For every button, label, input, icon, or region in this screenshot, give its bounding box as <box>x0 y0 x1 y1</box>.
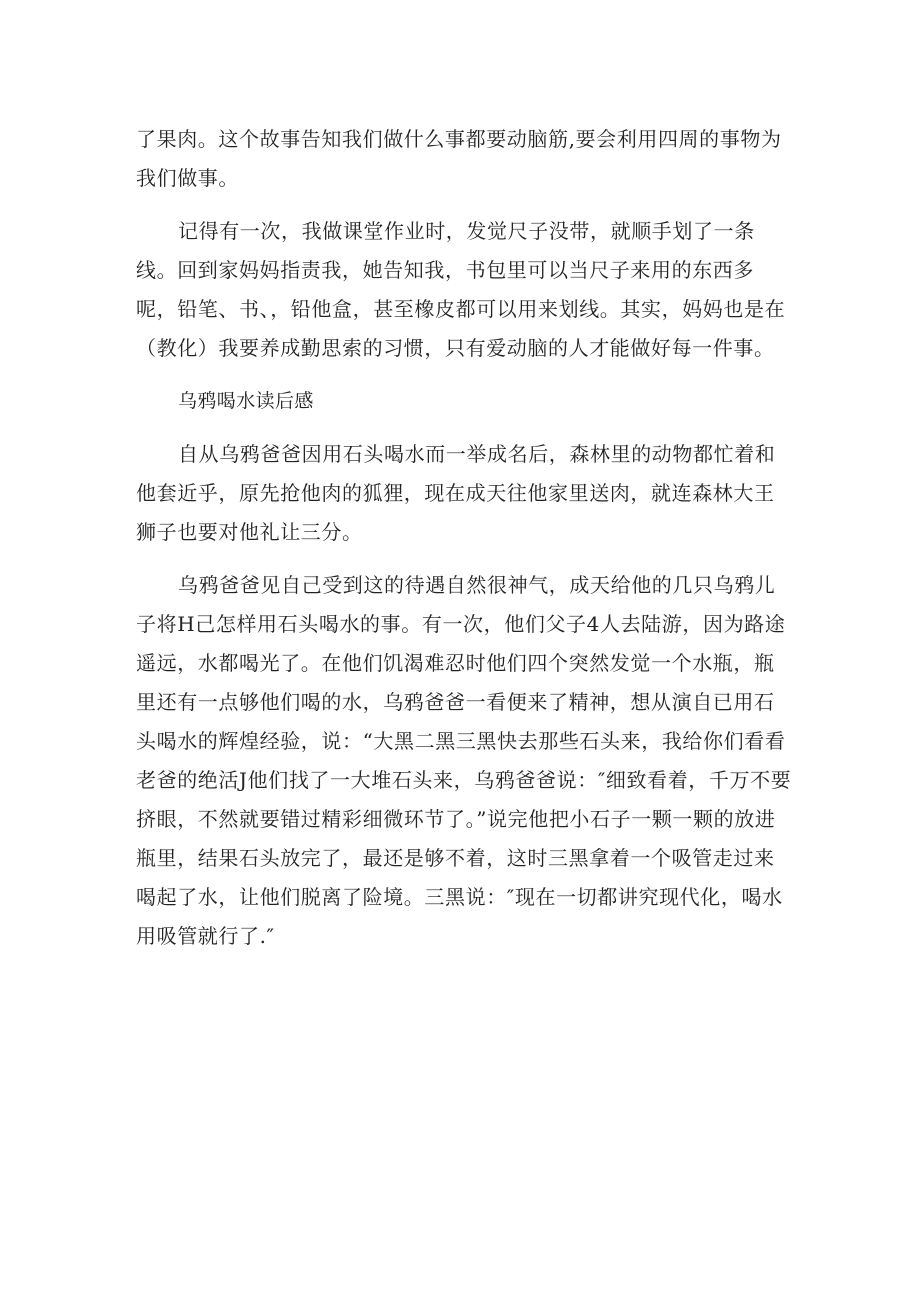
body-paragraph-1: 了果肉。这个故事告知我们做什么事都要动脑筋,要会利用四周的事物为我们做事。 <box>136 127 782 190</box>
section-title: 乌鸦喝水读后感 <box>178 390 314 412</box>
body-paragraph-3: 自从乌鸦爸爸因用石头喝水而一举成名后，森林里的动物都忙着和他套近乎，原先抢他肉的狐狸，现在成天往他家里送肉，就连森林大王狮子也要对他礼让三分。 <box>136 442 776 544</box>
body-paragraph-4: 乌鸦爸爸见自己受到这的待遇自然很神气，成天给他的几只乌鸦儿子将H己怎样用石头喝水的事。有一次，他们父子4人去陆游，因为路途遥远，水都喝光了。在他们饥渴难忍时他们四个突然发觉一个水瓶，瓶里还有一点够他们喝的水，乌鸦爸爸一看便来了精神，想从演自已用石头喝水的辉煌经验，说：“大黑二黑三黑快去那些石头来，我给你们看看老爸的绝活J他们找了一大堆石头来，乌鸦爸爸说：″细致看着，千万不要挤眼，不然就要错过精彩细微环节了。”说完他把小石子一颗一颗的放进瓶里，结果石头放完了，最还是够不着，这时三黑拿着一个吸管走过来喝起了水，让他们脱离了险境。三黑说：″现在一切都讲究现代化，喝水用吸管就行了.″ <box>136 573 792 948</box>
body-paragraph-2: 记得有一次，我做课堂作业时，发觉尺子没带，就顺手划了一条线。回到家妈妈指责我，她告知我，书包里可以当尺子来用的东西多呢，铅笔、书、，铅他盒，甚至橡皮都可以用来划线。其实，妈妈也是在（教化）我要养成勤思索的习惯，只有爱动脑的人才能做好每一件事。 <box>136 219 786 360</box>
